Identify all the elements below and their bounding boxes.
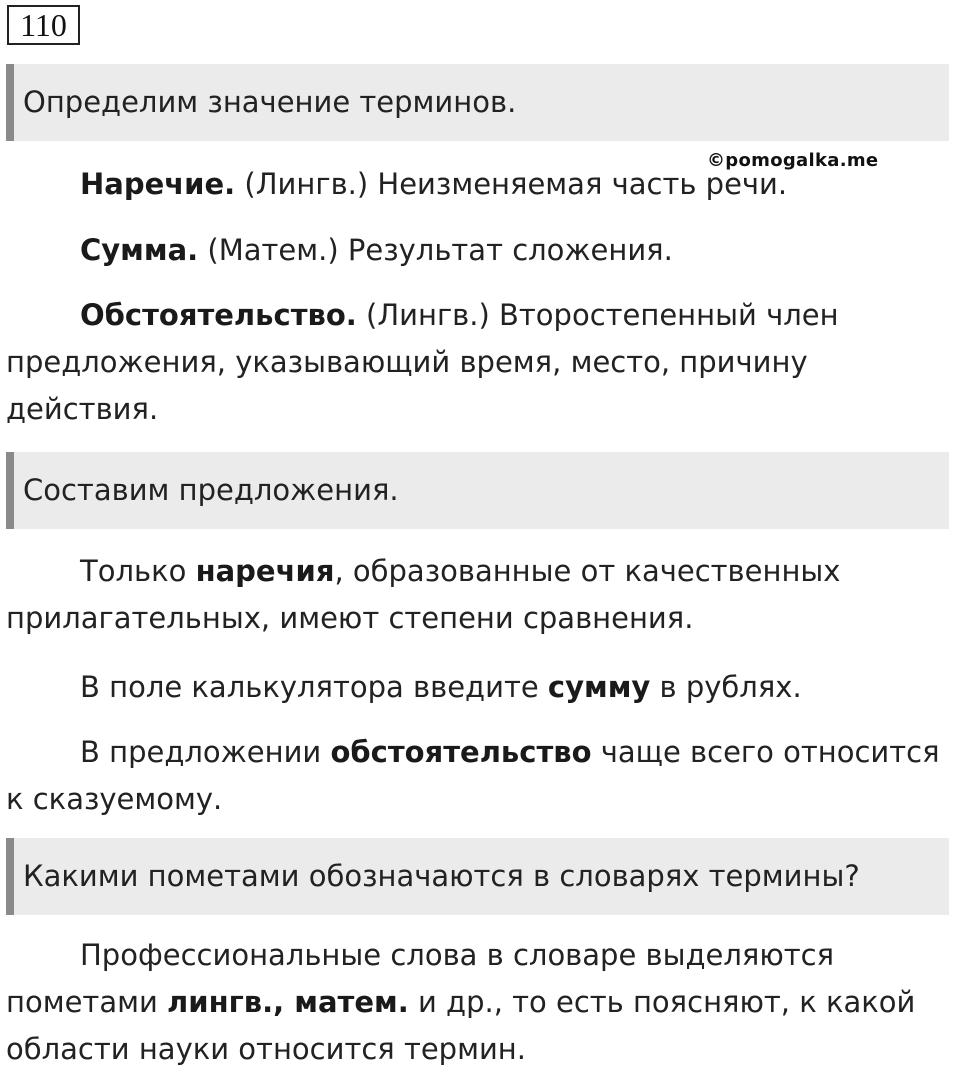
- term-circumstance: Обстоятельство.: [80, 298, 357, 332]
- answer-labels-after: и др., то есть поясняют, к какой области науки относится термин.: [6, 985, 916, 1066]
- definition-circumstance: [6, 292, 954, 433]
- definition-adverb: [6, 161, 954, 208]
- term-adverb: Наречие.: [80, 167, 236, 201]
- task-number-box: 110: [7, 5, 80, 45]
- sentence-circumstance-before: В предложении: [80, 735, 331, 769]
- definition-sum: [6, 227, 954, 274]
- term-sum: Сумма.: [80, 233, 199, 267]
- sentence-circumstance: [6, 729, 954, 823]
- answer-labels-before: Профессиональные слова в словаре выделяются пометами: [6, 938, 835, 1019]
- sentence-circumstance-after: чаще всего относится к сказуемому.: [6, 735, 940, 816]
- sentence-adverb-keyword: наречия: [195, 554, 335, 588]
- sentence-adverb-after: , образованные от качественных прилагательных, имеют степени сравнения.: [6, 554, 841, 635]
- definition-sum-text: (Матем.) Результат сложения.: [198, 233, 673, 267]
- section-header-definitions: Определим значение терминов.: [6, 64, 949, 141]
- section-header-labels: Какими пометами обозначаются в словарях термины?: [6, 838, 949, 915]
- sentence-sum-before: В поле калькулятора введите: [80, 670, 548, 704]
- definition-circumstance-text: (Лингв.) Второстепенный член предложения, указывающий время, место, причину действия.: [6, 298, 839, 426]
- sentence-adverb-before: Только: [80, 554, 196, 588]
- sentence-sum-keyword: сумму: [547, 670, 651, 704]
- definition-adverb-text: (Лингв.) Неизменяемая часть речи.: [235, 167, 788, 201]
- answer-labels-keyword: лингв., матем.: [167, 985, 409, 1019]
- sentence-adverb: [6, 548, 954, 642]
- sentence-sum-after: в рублях.: [650, 670, 802, 704]
- answer-labels: [6, 932, 954, 1073]
- sentence-circumstance-keyword: обстоятельство: [330, 735, 592, 769]
- section-header-sentences: Составим предложения.: [6, 452, 949, 529]
- watermark: ©pomogalka.me: [707, 150, 879, 171]
- sentence-sum: [6, 664, 954, 711]
